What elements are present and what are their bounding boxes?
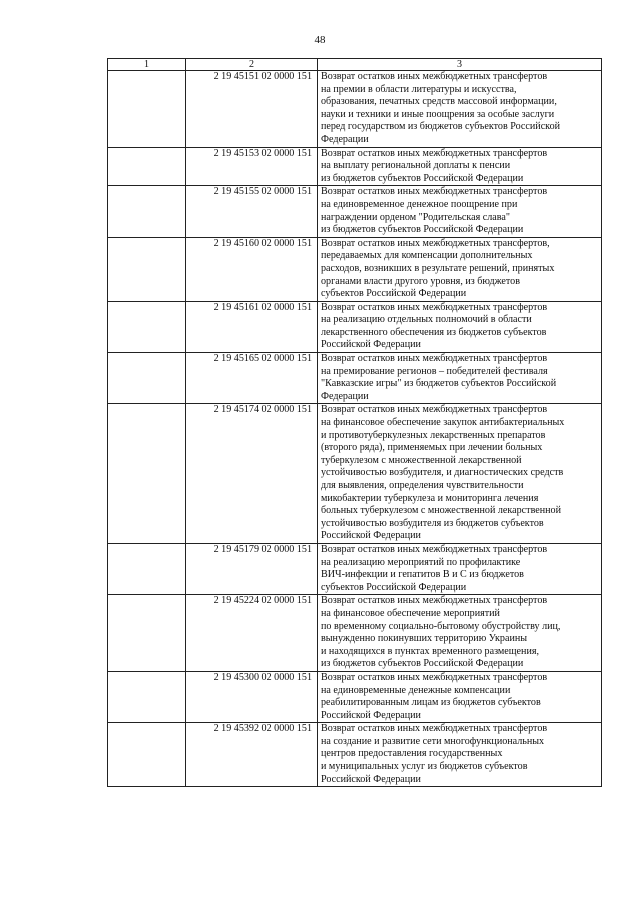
description-line: и находящихся в пунктах временного размещения,: [321, 645, 540, 657]
description-line: на реализацию отдельных полномочий в области: [321, 314, 532, 326]
table-row: [108, 147, 602, 186]
description-cell: [318, 595, 602, 672]
table-header-row: [108, 59, 602, 71]
description-line: Возврат остатков иных межбюджетных трансфертов: [321, 301, 548, 313]
description-line: субъектов Российской Федерации: [321, 581, 467, 593]
table-row: [108, 353, 602, 404]
description-line: на финансовое обеспечение мероприятий: [321, 607, 500, 619]
description-line: устойчивостью возбудителя из бюджетов субъектов: [321, 517, 544, 529]
row-number-cell: [108, 404, 186, 544]
row-number-cell: [108, 595, 186, 672]
budget-code-cell: 2 19 45392 02 0000 151: [186, 723, 318, 787]
row-number-cell: [108, 237, 186, 301]
description-line: больных туберкулезом с множественной лекарственной: [321, 505, 562, 517]
description-line: Возврат остатков иных межбюджетных трансфертов: [321, 723, 548, 735]
description-line: на премирование регионов – победителей фестиваля: [321, 365, 548, 377]
description-line: и противотуберкулезных лекарственных препаратов: [321, 429, 546, 441]
description-line: образования, печатных средств массовой информации,: [321, 96, 557, 108]
description-cell: [318, 71, 602, 148]
description-line: Возврат остатков иных межбюджетных трансфертов,: [321, 237, 550, 249]
description-line: микобактерии туберкулеза и мониторинга лечения: [321, 492, 539, 504]
description-line: по временному социально-бытовому обустройству лиц,: [321, 620, 561, 632]
table-row: [108, 671, 602, 722]
row-number-cell: [108, 671, 186, 722]
budget-code-cell: 2 19 45179 02 0000 151: [186, 543, 318, 594]
description-line: на выплату региональной доплаты к пенсии: [321, 160, 511, 172]
description-line: на единовременное денежное поощрение при: [321, 198, 518, 210]
description-line: Российской Федерации: [321, 339, 421, 351]
description-line: науки и техники и иные поощрения за особые заслуги: [321, 108, 555, 120]
description-line: центров предоставления государственных: [321, 748, 503, 760]
budget-code-cell: 2 19 45160 02 0000 151: [186, 237, 318, 301]
description-line: Возврат остатков иных межбюджетных трансфертов: [321, 595, 548, 607]
description-cell: [318, 237, 602, 301]
description-line: Возврат остатков иных межбюджетных трансфертов: [321, 147, 548, 159]
description-line: ВИЧ-инфекции и гепатитов В и С из бюджетов: [321, 569, 524, 581]
description-line: Возврат остатков иных межбюджетных трансфертов: [321, 404, 548, 416]
description-line: на премии в области литературы и искусства,: [321, 83, 517, 95]
budget-code-cell: 2 19 45165 02 0000 151: [186, 353, 318, 404]
description-cell: [318, 723, 602, 787]
description-line: Возврат остатков иных межбюджетных трансфертов: [321, 671, 548, 683]
description-line: из бюджетов субъектов Российской Федерации: [321, 224, 524, 236]
table-body: [108, 71, 602, 787]
description-line: Российской Федерации: [321, 709, 421, 721]
table-row: [108, 71, 602, 148]
table-row: [108, 237, 602, 301]
description-line: Федерации: [321, 390, 369, 402]
table-row: [108, 595, 602, 672]
column-header-2: 2: [186, 59, 318, 71]
description-line: Возврат остатков иных межбюджетных трансфертов: [321, 543, 548, 555]
budget-code-cell: 2 19 45153 02 0000 151: [186, 147, 318, 186]
description-line: реабилитированным лицам из бюджетов субъектов: [321, 697, 541, 709]
row-number-cell: [108, 543, 186, 594]
description-line: Российской Федерации: [321, 530, 421, 542]
row-number-cell: [108, 301, 186, 352]
description-line: "Кавказские игры" из бюджетов субъектов Российской: [321, 378, 557, 390]
description-line: вынужденно покинувших территорию Украины: [321, 633, 528, 645]
budget-code-cell: 2 19 45155 02 0000 151: [186, 186, 318, 237]
description-cell: [318, 301, 602, 352]
row-number-cell: [108, 723, 186, 787]
row-number-cell: [108, 353, 186, 404]
table-row: [108, 301, 602, 352]
page-number: 48: [314, 34, 326, 46]
description-line: Возврат остатков иных межбюджетных трансфертов: [321, 71, 548, 82]
description-line: устойчивостью возбудителя, и диагностических средств: [321, 467, 564, 479]
budget-code-cell: 2 19 45161 02 0000 151: [186, 301, 318, 352]
description-line: на единовременные денежные компенсации: [321, 684, 511, 696]
description-line: туберкулезом с множественной лекарственной: [321, 454, 522, 466]
table-row: [108, 186, 602, 237]
description-line: для выявления, определения чувствительности: [321, 480, 524, 491]
description-line: Возврат остатков иных межбюджетных трансфертов: [321, 186, 548, 198]
budget-code-cell: 2 19 45224 02 0000 151: [186, 595, 318, 672]
description-line: субъектов Российской Федерации: [321, 288, 467, 300]
budget-code-cell: 2 19 45151 02 0000 151: [186, 71, 318, 148]
description-line: перед государством из бюджетов субъектов Российской: [321, 121, 561, 133]
row-number-cell: [108, 186, 186, 237]
description-line: (второго ряда), применяемых при лечении больных: [321, 442, 543, 454]
description-line: расходов, возникших в результате решений, принятых: [321, 262, 555, 274]
description-line: и муниципальных услуг из бюджетов субъектов: [321, 761, 528, 773]
table-row: [108, 404, 602, 544]
budget-codes-table-container: [107, 58, 601, 787]
description-line: на создание и развитие сети многофункциональных: [321, 735, 545, 747]
description-line: передаваемых для компенсации дополнительных: [321, 250, 533, 262]
table-row: [108, 723, 602, 787]
row-number-cell: [108, 71, 186, 148]
description-cell: [318, 353, 602, 404]
table-row: [108, 543, 602, 594]
column-header-1: 1: [108, 59, 186, 71]
row-number-cell: [108, 147, 186, 186]
description-line: на реализацию мероприятий по профилактике: [321, 556, 521, 568]
description-line: лекарственного обеспечения из бюджетов субъектов: [321, 326, 547, 338]
description-line: награждении орденом "Родительская слава": [321, 211, 511, 223]
description-line: Российской Федерации: [321, 773, 421, 785]
description-line: Федерации: [321, 133, 369, 145]
budget-code-cell: 2 19 45300 02 0000 151: [186, 671, 318, 722]
description-line: из бюджетов субъектов Российской Федерации: [321, 172, 524, 184]
description-line: на финансовое обеспечение закупок антибактериальных: [321, 417, 565, 429]
description-cell: [318, 404, 602, 544]
budget-code-cell: 2 19 45174 02 0000 151: [186, 404, 318, 544]
description-cell: [318, 147, 602, 186]
description-cell: [318, 543, 602, 594]
description-line: Возврат остатков иных межбюджетных трансфертов: [321, 353, 548, 365]
description-line: из бюджетов субъектов Российской Федерации: [321, 658, 524, 670]
description-cell: [318, 671, 602, 722]
column-header-3: 3: [318, 59, 602, 71]
budget-codes-table: [107, 58, 602, 787]
description-cell: [318, 186, 602, 237]
description-line: органами власти другого уровня, из бюджетов: [321, 275, 520, 287]
